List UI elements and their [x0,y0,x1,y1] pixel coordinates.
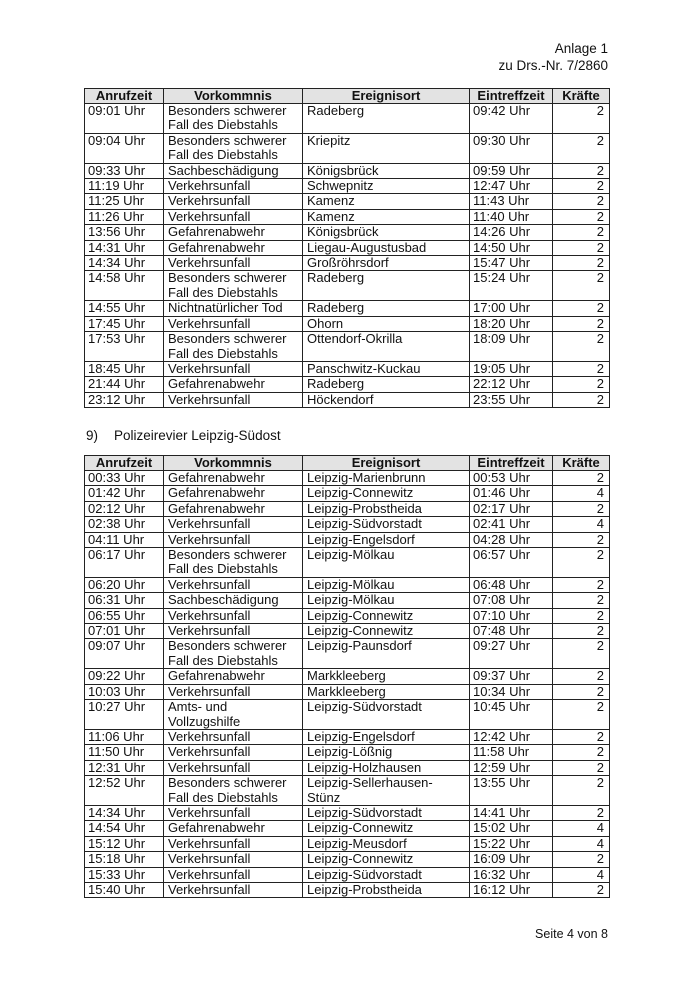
forces-cell: 2 [553,532,610,547]
location-cell: Radeberg [303,104,470,134]
location-cell: Leipzig-Engelsdorf [303,532,470,547]
forces-cell: 4 [553,517,610,532]
incident-cell: Gefahrenabwehr [164,377,303,392]
incident-cell: Verkehrsunfall [164,729,303,744]
incident-cell: Gefahrenabwehr [164,821,303,836]
section-title: Polizeirevier Leipzig-Südost [114,428,281,443]
arrival-time-cell: 13:55 Uhr [470,776,553,806]
table-row [85,684,610,699]
table-row [85,271,610,301]
forces-cell: 2 [553,240,610,255]
table-row [85,776,610,806]
forces-cell: 2 [553,501,610,516]
incident-cell: Gefahrenabwehr [164,669,303,684]
arrival-time-cell: 11:43 Uhr [470,194,553,209]
forces-cell: 2 [553,593,610,608]
incident-cell: Besonders schwerer Fall des Diebstahls [164,104,303,134]
arrival-time-cell: 14:41 Uhr [470,805,553,820]
call-time-cell: 15:18 Uhr [85,852,164,867]
forces-cell: 2 [553,361,610,376]
arrival-time-cell: 19:05 Uhr [470,361,553,376]
incident-cell: Verkehrsunfall [164,760,303,775]
location-cell: Leipzig-Südvorstadt [303,517,470,532]
incident-cell: Verkehrsunfall [164,608,303,623]
table-row [85,501,610,516]
call-time-cell: 11:25 Uhr [85,194,164,209]
table-row [85,377,610,392]
incident-cell: Sachbeschädigung [164,163,303,178]
arrival-time-cell: 14:26 Uhr [470,225,553,240]
location-cell: Leipzig-Südvorstadt [303,805,470,820]
table-row [85,471,610,486]
incident-cell: Verkehrsunfall [164,624,303,639]
table-row [85,225,610,240]
incident-cell: Amts- und Vollzugshilfe [164,700,303,730]
forces-cell: 2 [553,392,610,407]
column-header-location: Ereignisort [303,456,470,471]
location-cell: Leipzig-Probstheida [303,501,470,516]
forces-cell: 2 [553,608,610,623]
location-cell: Kamenz [303,194,470,209]
call-time-cell: 09:04 Uhr [85,133,164,163]
arrival-time-cell: 11:40 Uhr [470,209,553,224]
arrival-time-cell: 06:57 Uhr [470,548,553,578]
call-time-cell: 18:45 Uhr [85,361,164,376]
table-row [85,179,610,194]
call-time-cell: 07:01 Uhr [85,624,164,639]
column-header-forces: Kräfte [553,89,610,104]
call-time-cell: 13:56 Uhr [85,225,164,240]
location-cell: Leipzig-Meusdorf [303,836,470,851]
column-header-incident: Vorkommnis [164,89,303,104]
incident-cell: Nichtnatürlicher Tod [164,301,303,316]
incident-cell: Sachbeschädigung [164,593,303,608]
location-cell: Leipzig-Lößnig [303,745,470,760]
table-row [85,240,610,255]
location-cell: Leipzig-Holzhausen [303,760,470,775]
location-cell: Leipzig-Mölkau [303,548,470,578]
arrival-time-cell: 09:30 Uhr [470,133,553,163]
table-row [85,821,610,836]
table-row [85,608,610,623]
column-header-call-time: Anrufzeit [85,456,164,471]
arrival-time-cell: 12:47 Uhr [470,179,553,194]
table-row [85,669,610,684]
forces-cell: 2 [553,316,610,331]
column-header-arrival-time: Eintreffzeit [470,456,553,471]
arrival-time-cell: 10:45 Uhr [470,700,553,730]
location-cell: Leipzig-Engelsdorf [303,729,470,744]
call-time-cell: 11:19 Uhr [85,179,164,194]
location-cell: Leipzig-Connewitz [303,821,470,836]
forces-cell: 2 [553,209,610,224]
forces-cell: 2 [553,776,610,806]
table-row [85,577,610,592]
call-time-cell: 14:34 Uhr [85,256,164,271]
call-time-cell: 06:55 Uhr [85,608,164,623]
attachment-label: Anlage 1 [554,41,608,56]
table-row [85,209,610,224]
forces-cell: 2 [553,745,610,760]
location-cell: Leipzig-Mölkau [303,593,470,608]
incident-table-1 [84,88,610,408]
incident-cell: Verkehrsunfall [164,194,303,209]
forces-cell: 2 [553,133,610,163]
arrival-time-cell: 12:59 Uhr [470,760,553,775]
arrival-time-cell: 14:50 Uhr [470,240,553,255]
table-row [85,332,610,362]
table-row [85,836,610,851]
column-header-call-time: Anrufzeit [85,89,164,104]
call-time-cell: 12:31 Uhr [85,760,164,775]
location-cell: Leipzig-Südvorstadt [303,867,470,882]
incident-table-2 [84,455,610,898]
call-time-cell: 15:12 Uhr [85,836,164,851]
forces-cell: 2 [553,301,610,316]
table-row [85,867,610,882]
forces-cell: 4 [553,486,610,501]
incident-cell: Besonders schwerer Fall des Diebstahls [164,271,303,301]
column-header-forces: Kräfte [553,456,610,471]
location-cell: Leipzig-Marienbrunn [303,471,470,486]
location-cell: Königsbrück [303,225,470,240]
column-header-arrival-time: Eintreffzeit [470,89,553,104]
forces-cell: 2 [553,271,610,301]
incident-cell: Verkehrsunfall [164,209,303,224]
arrival-time-cell: 23:55 Uhr [470,392,553,407]
forces-cell: 2 [553,684,610,699]
location-cell: Radeberg [303,377,470,392]
table-row [85,104,610,134]
arrival-time-cell: 15:24 Uhr [470,271,553,301]
arrival-time-cell: 16:12 Uhr [470,882,553,897]
arrival-time-cell: 09:37 Uhr [470,669,553,684]
arrival-time-cell: 02:17 Uhr [470,501,553,516]
forces-cell: 2 [553,377,610,392]
forces-cell: 2 [553,624,610,639]
location-cell: Markkleeberg [303,684,470,699]
arrival-time-cell: 09:42 Uhr [470,104,553,134]
document-reference: zu Drs.-Nr. 7/2860 [498,58,608,73]
forces-cell: 2 [553,471,610,486]
location-cell: Panschwitz-Kuckau [303,361,470,376]
call-time-cell: 17:53 Uhr [85,332,164,362]
section-number: 9) [86,428,99,443]
arrival-time-cell: 16:32 Uhr [470,867,553,882]
call-time-cell: 15:40 Uhr [85,882,164,897]
arrival-time-cell: 07:10 Uhr [470,608,553,623]
arrival-time-cell: 07:48 Uhr [470,624,553,639]
call-time-cell: 11:26 Uhr [85,209,164,224]
call-time-cell: 09:33 Uhr [85,163,164,178]
table-row [85,361,610,376]
forces-cell: 2 [553,194,610,209]
forces-cell: 2 [553,577,610,592]
location-cell: Großröhrsdorf [303,256,470,271]
arrival-time-cell: 02:41 Uhr [470,517,553,532]
arrival-time-cell: 06:48 Uhr [470,577,553,592]
arrival-time-cell: 22:12 Uhr [470,377,553,392]
page-number: Seite 4 von 8 [535,927,608,941]
table-body [85,104,610,408]
table-row [85,532,610,547]
forces-cell: 2 [553,256,610,271]
column-header-incident: Vorkommnis [164,456,303,471]
incident-cell: Verkehrsunfall [164,392,303,407]
forces-cell: 2 [553,729,610,744]
table-header-row [85,456,610,471]
table-row [85,745,610,760]
location-cell: Kamenz [303,209,470,224]
incident-cell: Gefahrenabwehr [164,225,303,240]
arrival-time-cell: 09:59 Uhr [470,163,553,178]
incident-cell: Besonders schwerer Fall des Diebstahls [164,332,303,362]
arrival-time-cell: 17:00 Uhr [470,301,553,316]
arrival-time-cell: 00:53 Uhr [470,471,553,486]
call-time-cell: 12:52 Uhr [85,776,164,806]
forces-cell: 2 [553,548,610,578]
location-cell: Ottendorf-Okrilla [303,332,470,362]
call-time-cell: 01:42 Uhr [85,486,164,501]
call-time-cell: 09:07 Uhr [85,639,164,669]
call-time-cell: 09:01 Uhr [85,104,164,134]
forces-cell: 2 [553,805,610,820]
forces-cell: 4 [553,867,610,882]
table-row [85,486,610,501]
forces-cell: 2 [553,882,610,897]
call-time-cell: 15:33 Uhr [85,867,164,882]
forces-cell: 2 [553,760,610,775]
table-row [85,593,610,608]
incident-cell: Verkehrsunfall [164,852,303,867]
location-cell: Radeberg [303,301,470,316]
incident-cell: Besonders schwerer Fall des Diebstahls [164,133,303,163]
arrival-time-cell: 15:22 Uhr [470,836,553,851]
table-row [85,639,610,669]
table-row [85,392,610,407]
arrival-time-cell: 18:20 Uhr [470,316,553,331]
forces-cell: 2 [553,639,610,669]
table-row [85,700,610,730]
incident-cell: Verkehrsunfall [164,361,303,376]
forces-cell: 2 [553,669,610,684]
table-row [85,882,610,897]
call-time-cell: 21:44 Uhr [85,377,164,392]
forces-cell: 2 [553,852,610,867]
table-row [85,805,610,820]
incident-cell: Besonders schwerer Fall des Diebstahls [164,639,303,669]
forces-cell: 2 [553,179,610,194]
call-time-cell: 02:12 Uhr [85,501,164,516]
call-time-cell: 14:34 Uhr [85,805,164,820]
incident-cell: Verkehrsunfall [164,882,303,897]
table-row [85,256,610,271]
call-time-cell: 14:55 Uhr [85,301,164,316]
call-time-cell: 06:17 Uhr [85,548,164,578]
table-row [85,548,610,578]
table-row [85,194,610,209]
incident-cell: Verkehrsunfall [164,532,303,547]
incident-cell: Verkehrsunfall [164,316,303,331]
call-time-cell: 11:06 Uhr [85,729,164,744]
incident-cell: Verkehrsunfall [164,179,303,194]
call-time-cell: 09:22 Uhr [85,669,164,684]
arrival-time-cell: 11:58 Uhr [470,745,553,760]
call-time-cell: 14:54 Uhr [85,821,164,836]
call-time-cell: 02:38 Uhr [85,517,164,532]
table-body [85,471,610,898]
incident-cell: Verkehrsunfall [164,256,303,271]
location-cell: Liegau-Augustusbad [303,240,470,255]
forces-cell: 2 [553,332,610,362]
incident-cell: Gefahrenabwehr [164,501,303,516]
incident-cell: Gefahrenabwehr [164,471,303,486]
location-cell: Leipzig-Connewitz [303,624,470,639]
incident-cell: Verkehrsunfall [164,867,303,882]
call-time-cell: 23:12 Uhr [85,392,164,407]
section-heading [86,428,281,443]
table-row [85,624,610,639]
location-cell: Schwepnitz [303,179,470,194]
location-cell: Königsbrück [303,163,470,178]
incident-cell: Gefahrenabwehr [164,486,303,501]
location-cell: Leipzig-Connewitz [303,486,470,501]
call-time-cell: 04:11 Uhr [85,532,164,547]
table-header-row [85,89,610,104]
arrival-time-cell: 12:42 Uhr [470,729,553,744]
location-cell: Ohorn [303,316,470,331]
incident-cell: Besonders schwerer Fall des Diebstahls [164,776,303,806]
location-cell: Leipzig-Probstheida [303,882,470,897]
arrival-time-cell: 18:09 Uhr [470,332,553,362]
arrival-time-cell: 01:46 Uhr [470,486,553,501]
table-row [85,163,610,178]
arrival-time-cell: 15:02 Uhr [470,821,553,836]
arrival-time-cell: 07:08 Uhr [470,593,553,608]
column-header-location: Ereignisort [303,89,470,104]
call-time-cell: 11:50 Uhr [85,745,164,760]
arrival-time-cell: 16:09 Uhr [470,852,553,867]
forces-cell: 4 [553,836,610,851]
location-cell: Leipzig-Paunsdorf [303,639,470,669]
location-cell: Kriepitz [303,133,470,163]
document-header [498,40,608,74]
forces-cell: 4 [553,821,610,836]
forces-cell: 2 [553,700,610,730]
table-row [85,301,610,316]
arrival-time-cell: 10:34 Uhr [470,684,553,699]
forces-cell: 2 [553,225,610,240]
incident-cell: Besonders schwerer Fall des Diebstahls [164,548,303,578]
table-row [85,760,610,775]
call-time-cell: 06:31 Uhr [85,593,164,608]
incident-cell: Verkehrsunfall [164,745,303,760]
arrival-time-cell: 04:28 Uhr [470,532,553,547]
incident-cell: Verkehrsunfall [164,517,303,532]
incident-cell: Gefahrenabwehr [164,240,303,255]
call-time-cell: 10:27 Uhr [85,700,164,730]
table-row [85,729,610,744]
arrival-time-cell: 09:27 Uhr [470,639,553,669]
table-row [85,316,610,331]
forces-cell: 2 [553,163,610,178]
table-row [85,133,610,163]
location-cell: Leipzig-Connewitz [303,608,470,623]
incident-cell: Verkehrsunfall [164,577,303,592]
location-cell: Leipzig-Sellerhausen-Stünz [303,776,470,806]
call-time-cell: 06:20 Uhr [85,577,164,592]
location-cell: Leipzig-Südvorstadt [303,700,470,730]
forces-cell: 2 [553,104,610,134]
location-cell: Leipzig-Connewitz [303,852,470,867]
incident-cell: Verkehrsunfall [164,805,303,820]
location-cell: Leipzig-Mölkau [303,577,470,592]
incident-cell: Verkehrsunfall [164,836,303,851]
call-time-cell: 00:33 Uhr [85,471,164,486]
table-row [85,852,610,867]
incident-cell: Verkehrsunfall [164,684,303,699]
call-time-cell: 10:03 Uhr [85,684,164,699]
location-cell: Höckendorf [303,392,470,407]
call-time-cell: 14:31 Uhr [85,240,164,255]
call-time-cell: 14:58 Uhr [85,271,164,301]
location-cell: Markkleeberg [303,669,470,684]
arrival-time-cell: 15:47 Uhr [470,256,553,271]
call-time-cell: 17:45 Uhr [85,316,164,331]
location-cell: Radeberg [303,271,470,301]
table-row [85,517,610,532]
